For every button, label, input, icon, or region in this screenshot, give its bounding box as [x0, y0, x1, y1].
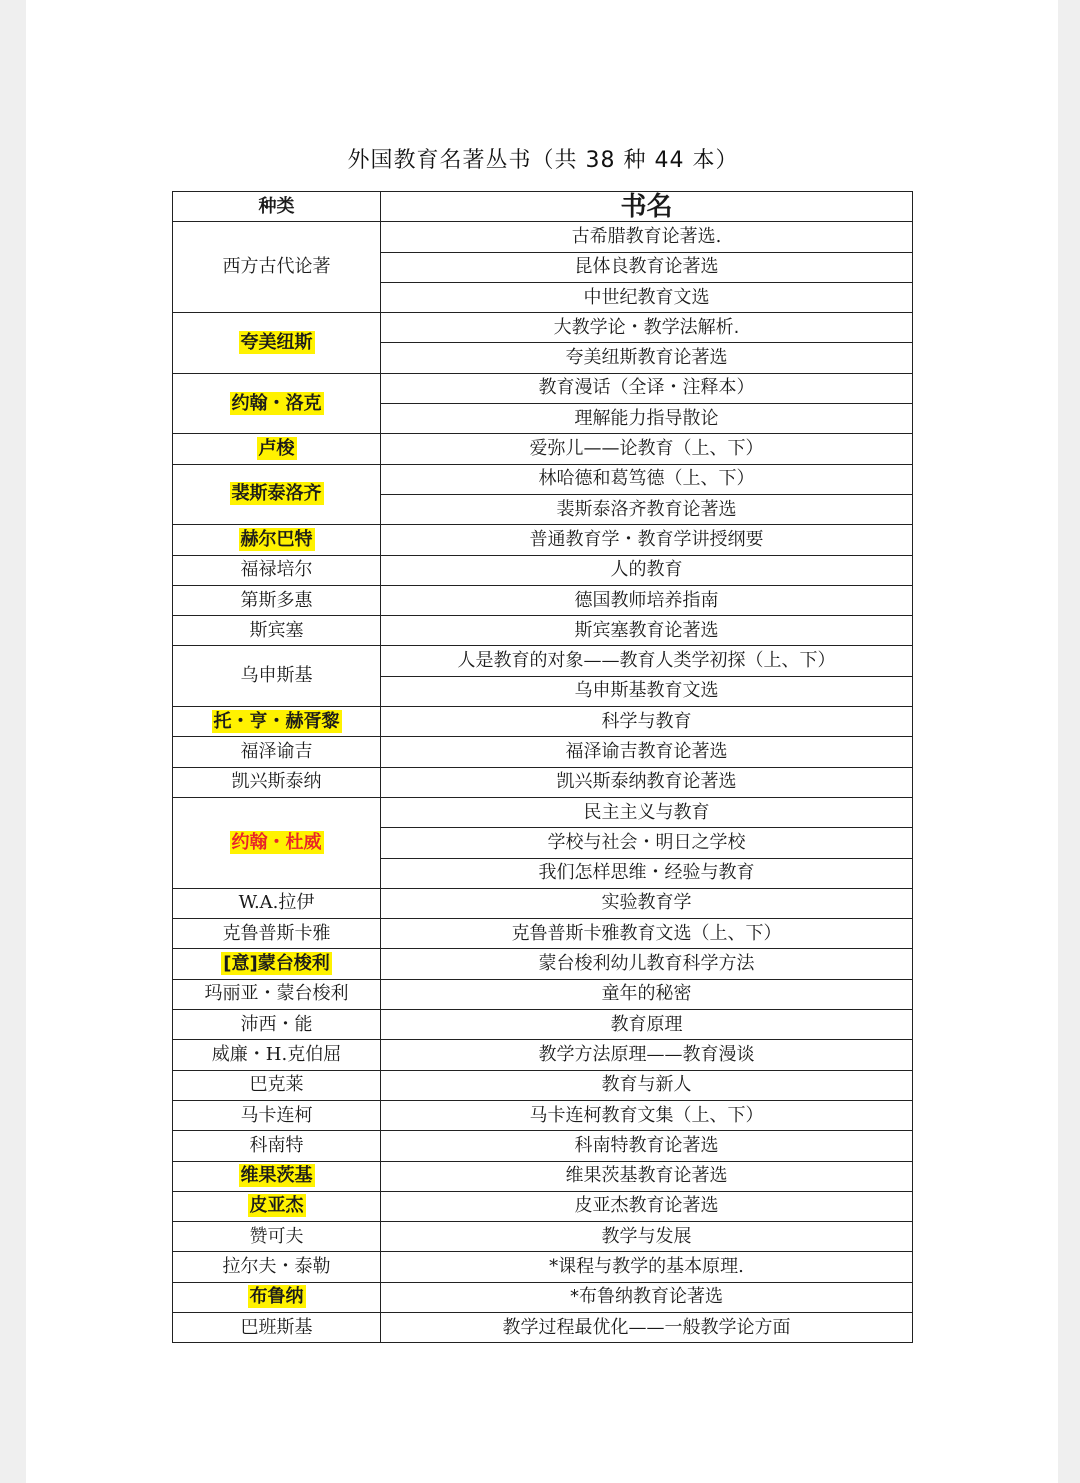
book-title-cell: 林哈德和葛笃德（上、下）	[381, 464, 913, 494]
book-title-column-header: 书名	[381, 192, 913, 222]
author-name: 托・亨・赫胥黎	[213, 710, 340, 732]
author-cell	[173, 1100, 381, 1130]
author-cell	[173, 1040, 381, 1070]
book-title-cell: 教育漫话（全译・注释本）	[381, 373, 913, 403]
author-name: 巴班斯基	[240, 1316, 313, 1338]
author-cell	[173, 1252, 381, 1282]
author-name: 第斯多惠	[240, 589, 313, 611]
table-row	[173, 313, 913, 343]
author-cell	[173, 1312, 381, 1342]
author-cell	[173, 737, 381, 767]
book-title-cell: 教育与新人	[381, 1070, 913, 1100]
book-title-cell: 中世纪教育文选	[381, 282, 913, 312]
book-title-cell: 人是教育的对象——教育人类学初探（上、下）	[381, 646, 913, 676]
author-name: 卢梭	[258, 438, 295, 460]
table-row	[173, 646, 913, 676]
table-row	[173, 434, 913, 464]
author-name: 福禄培尔	[240, 559, 313, 581]
author-name: 夸美纽斯	[240, 331, 313, 353]
table-row	[173, 1191, 913, 1221]
book-title-cell: 学校与社会・明日之学校	[381, 828, 913, 858]
author-cell	[173, 646, 381, 707]
table-row	[173, 1282, 913, 1312]
book-title-cell: 蒙台梭利幼儿教育科学方法	[381, 949, 913, 979]
book-title-cell: 斯宾塞教育论著选	[381, 616, 913, 646]
author-name: 皮亚杰	[249, 1195, 304, 1217]
author-name: [意]蒙台梭利	[223, 953, 330, 975]
author-name: 玛丽亚・蒙台梭利	[204, 983, 349, 1005]
book-title-cell: 实验教育学	[381, 888, 913, 918]
author-name: 布鲁纳	[249, 1286, 304, 1308]
author-name: 克鲁普斯卡雅	[222, 922, 331, 944]
book-title-cell: 教学方法原理——教育漫谈	[381, 1040, 913, 1070]
book-title-cell: 古希腊教育论著选.	[381, 222, 913, 252]
table-row	[173, 373, 913, 403]
book-title-cell: *布鲁纳教育论著选	[381, 1282, 913, 1312]
table-row	[173, 919, 913, 949]
book-title-cell: 童年的秘密	[381, 979, 913, 1009]
table-row	[173, 979, 913, 1009]
book-title-cell: 维果茨基教育论著选	[381, 1161, 913, 1191]
table-row	[173, 797, 913, 827]
book-title-cell: 夸美纽斯教育论著选	[381, 343, 913, 373]
book-title-cell: 德国教师培养指南	[381, 585, 913, 615]
book-title-cell: 克鲁普斯卡雅教育文选（上、下）	[381, 919, 913, 949]
table-row	[173, 707, 913, 737]
author-name: 约翰・杜威	[231, 831, 322, 853]
author-name: 约翰・洛克	[231, 392, 322, 414]
table-row	[173, 767, 913, 797]
table-row	[173, 555, 913, 585]
book-title-cell: 教学与发展	[381, 1222, 913, 1252]
table-row	[173, 585, 913, 615]
book-title-cell: 民主主义与教育	[381, 797, 913, 827]
author-cell	[173, 1131, 381, 1161]
author-name: 乌申斯基	[240, 665, 313, 687]
book-title-cell: 科学与教育	[381, 707, 913, 737]
table-row	[173, 1252, 913, 1282]
book-title-cell: 皮亚杰教育论著选	[381, 1191, 913, 1221]
author-cell	[173, 1070, 381, 1100]
table-header-row	[173, 192, 913, 222]
book-title-cell: 凯兴斯泰纳教育论著选	[381, 767, 913, 797]
author-cell	[173, 585, 381, 615]
author-cell	[173, 464, 381, 525]
table-row	[173, 1070, 913, 1100]
book-title-cell: 人的教育	[381, 555, 913, 585]
table-row	[173, 1131, 913, 1161]
author-name: 福泽谕吉	[240, 740, 313, 762]
book-title-cell: 福泽谕吉教育论著选	[381, 737, 913, 767]
table-row	[173, 737, 913, 767]
table-row	[173, 222, 913, 252]
author-name: 科南特	[249, 1134, 304, 1156]
book-title-cell: 裴斯泰洛齐教育论著选	[381, 494, 913, 524]
book-title-cell: 昆体良教育论著选	[381, 252, 913, 282]
author-cell	[173, 949, 381, 979]
author-cell	[173, 222, 381, 313]
author-cell	[173, 1161, 381, 1191]
author-cell	[173, 888, 381, 918]
table-row	[173, 1312, 913, 1342]
author-cell	[173, 373, 381, 434]
author-name: 斯宾塞	[249, 619, 304, 641]
book-list-table	[172, 191, 913, 1343]
author-name: W.A.拉伊	[238, 892, 315, 914]
author-name: 赫尔巴特	[240, 528, 313, 550]
table-row	[173, 1100, 913, 1130]
table-body	[173, 222, 913, 1343]
author-cell	[173, 707, 381, 737]
author-name: 凯兴斯泰纳	[231, 771, 322, 793]
book-title-cell: 科南特教育论著选	[381, 1131, 913, 1161]
book-title-cell: 教学过程最优化——一般教学论方面	[381, 1312, 913, 1342]
author-cell	[173, 797, 381, 888]
book-title-cell: 爱弥儿——论教育（上、下）	[381, 434, 913, 464]
author-cell	[173, 1010, 381, 1040]
book-title-cell: 教育原理	[381, 1010, 913, 1040]
author-cell	[173, 1191, 381, 1221]
author-name: 维果茨基	[240, 1165, 313, 1187]
table-row	[173, 525, 913, 555]
author-cell	[173, 919, 381, 949]
author-name: 拉尔夫・泰勒	[222, 1256, 331, 1278]
book-title-cell: 我们怎样思维・经验与教育	[381, 858, 913, 888]
book-title-cell: 理解能力指导散论	[381, 404, 913, 434]
author-cell	[173, 1222, 381, 1252]
author-cell	[173, 555, 381, 585]
author-cell	[173, 525, 381, 555]
book-title-cell: 乌申斯基教育文选	[381, 676, 913, 706]
book-title-cell: 马卡连柯教育文集（上、下）	[381, 1100, 913, 1130]
author-name: 西方古代论著	[222, 256, 331, 278]
table-row	[173, 464, 913, 494]
book-title-cell: 大教学论・教学法解析.	[381, 313, 913, 343]
author-name: 马卡连柯	[240, 1104, 313, 1126]
table-row	[173, 1222, 913, 1252]
document-title: 外国教育名著丛书（共 38 种 44 本）	[347, 148, 739, 173]
category-column-header: 种类	[173, 192, 381, 222]
author-cell	[173, 616, 381, 646]
author-name: 赞可夫	[249, 1225, 304, 1247]
table-row	[173, 1161, 913, 1191]
author-cell	[173, 767, 381, 797]
table-row	[173, 616, 913, 646]
author-name: 巴克莱	[249, 1074, 304, 1096]
table-row	[173, 888, 913, 918]
book-title-cell: 普通教育学・教育学讲授纲要	[381, 525, 913, 555]
author-name: 裴斯泰洛齐	[231, 483, 322, 505]
author-cell	[173, 313, 381, 374]
book-title-cell: *课程与教学的基本原理.	[381, 1252, 913, 1282]
table-row	[173, 949, 913, 979]
author-cell	[173, 979, 381, 1009]
table-row	[173, 1010, 913, 1040]
author-name: 威廉・H.克伯屈	[211, 1043, 342, 1065]
author-name: 沛西・能	[240, 1013, 313, 1035]
author-cell	[173, 434, 381, 464]
author-cell	[173, 1282, 381, 1312]
table-row	[173, 1040, 913, 1070]
